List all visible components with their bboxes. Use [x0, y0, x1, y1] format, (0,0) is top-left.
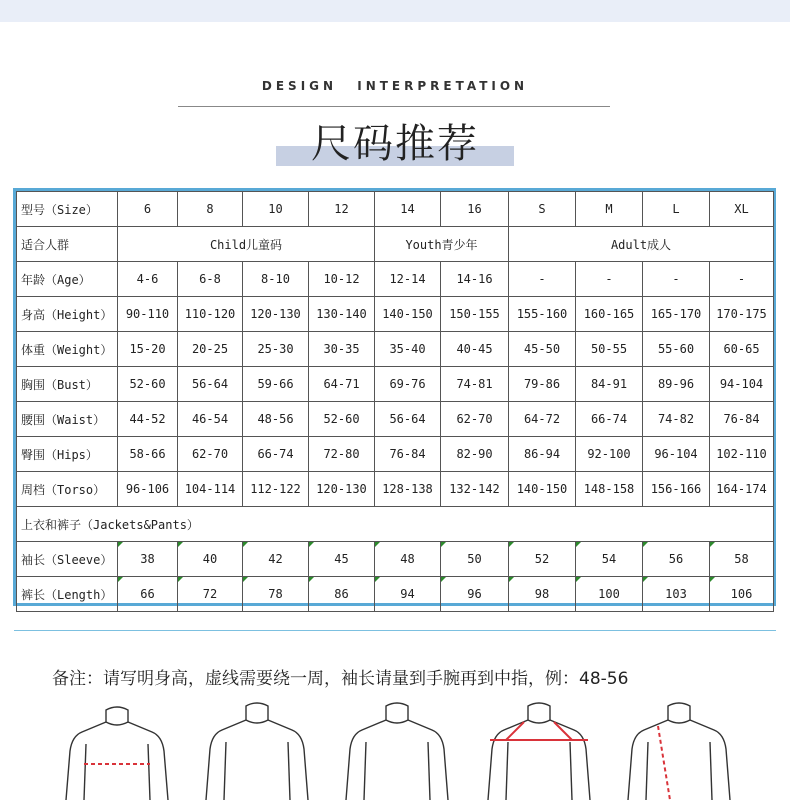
table-row [17, 367, 774, 402]
value-cell: 30-35 [309, 332, 375, 367]
size-cell: 14 [375, 192, 441, 227]
value-cell: - [710, 262, 774, 297]
table-row [17, 577, 774, 612]
page-heading: 尺码推荐 [311, 121, 479, 167]
size-cell: 8 [178, 192, 243, 227]
value-cell: 52-60 [118, 367, 178, 402]
value-cell: 74-82 [643, 402, 710, 437]
size-row-label: 型号（Size） [17, 192, 118, 227]
value-cell: 50 [441, 542, 509, 577]
size-cell: L [643, 192, 710, 227]
value-cell: 82-90 [441, 437, 509, 472]
value-cell: 128-138 [375, 472, 441, 507]
value-cell: 56-64 [375, 402, 441, 437]
value-cell: 56-64 [178, 367, 243, 402]
value-cell: 69-76 [375, 367, 441, 402]
value-cell: 92-100 [576, 437, 643, 472]
table-row [17, 437, 774, 472]
value-cell: 78 [243, 577, 309, 612]
size-cell: 12 [309, 192, 375, 227]
torso-shoulder-figure [484, 696, 594, 800]
value-cell: 155-160 [509, 297, 576, 332]
value-cell: 72 [178, 577, 243, 612]
value-cell: 72-80 [309, 437, 375, 472]
value-cell: 44-52 [118, 402, 178, 437]
value-cell: 14-16 [441, 262, 509, 297]
value-cell: 15-20 [118, 332, 178, 367]
value-cell: 60-65 [710, 332, 774, 367]
value-cell: 150-155 [441, 297, 509, 332]
torso-bust-figure [62, 696, 172, 800]
value-cell: 76-84 [710, 402, 774, 437]
value-cell: 50-55 [576, 332, 643, 367]
value-cell: 156-166 [643, 472, 710, 507]
size-cell: 10 [243, 192, 309, 227]
top-band [0, 0, 790, 22]
value-cell: 48 [375, 542, 441, 577]
table-row [17, 402, 774, 437]
value-cell: - [509, 262, 576, 297]
value-cell: 132-142 [441, 472, 509, 507]
value-cell: 86-94 [509, 437, 576, 472]
group-child: Child儿童码 [118, 227, 375, 262]
value-cell: 130-140 [309, 297, 375, 332]
value-cell: 48-56 [243, 402, 309, 437]
section-row [17, 507, 774, 542]
value-cell: 55-60 [643, 332, 710, 367]
value-cell: 96-106 [118, 472, 178, 507]
value-cell: 64-71 [309, 367, 375, 402]
value-cell: 20-25 [178, 332, 243, 367]
value-cell: 103 [643, 577, 710, 612]
size-cell: 6 [118, 192, 178, 227]
value-cell: 64-72 [509, 402, 576, 437]
row-label: 臀围（Hips） [17, 437, 118, 472]
size-cell: S [509, 192, 576, 227]
measurement-rows [17, 262, 774, 507]
value-cell: 62-70 [441, 402, 509, 437]
group-row [17, 227, 774, 262]
torso-figure-2 [202, 696, 312, 800]
garment-rows [17, 542, 774, 612]
table-row [17, 472, 774, 507]
group-adult: Adult成人 [509, 227, 774, 262]
value-cell: 160-165 [576, 297, 643, 332]
size-table [16, 191, 774, 612]
value-cell: 79-86 [509, 367, 576, 402]
value-cell: 94-104 [710, 367, 774, 402]
table-row [17, 542, 774, 577]
value-cell: 40 [178, 542, 243, 577]
torso-sleeve-figure [624, 696, 734, 800]
value-cell: 58-66 [118, 437, 178, 472]
value-cell: 74-81 [441, 367, 509, 402]
value-cell: 90-110 [118, 297, 178, 332]
table-row [17, 262, 774, 297]
size-cell: M [576, 192, 643, 227]
value-cell: 94 [375, 577, 441, 612]
section-label: 上衣和裤子（Jackets&Pants） [17, 507, 774, 542]
torso-figure-3 [342, 696, 452, 800]
value-cell: 12-14 [375, 262, 441, 297]
value-cell: 170-175 [710, 297, 774, 332]
value-cell: 148-158 [576, 472, 643, 507]
value-cell: 66 [118, 577, 178, 612]
value-cell: 10-12 [309, 262, 375, 297]
value-cell: 4-6 [118, 262, 178, 297]
value-cell: 35-40 [375, 332, 441, 367]
value-cell: 52-60 [309, 402, 375, 437]
value-cell: 96-104 [643, 437, 710, 472]
row-label: 周档（Torso） [17, 472, 118, 507]
value-cell: 42 [243, 542, 309, 577]
value-cell: 120-130 [243, 297, 309, 332]
value-cell: 140-150 [509, 472, 576, 507]
value-cell: 164-174 [710, 472, 774, 507]
value-cell: 66-74 [576, 402, 643, 437]
value-cell: 40-45 [441, 332, 509, 367]
value-cell: 96 [441, 577, 509, 612]
value-cell: 54 [576, 542, 643, 577]
design-interpretation-title: DESIGN INTERPRETATION [261, 79, 529, 93]
group-youth: Youth青少年 [375, 227, 509, 262]
value-cell: 76-84 [375, 437, 441, 472]
value-cell: 6-8 [178, 262, 243, 297]
value-cell: 106 [710, 577, 774, 612]
value-cell: 25-30 [243, 332, 309, 367]
measurement-figures [0, 690, 790, 799]
value-cell: 110-120 [178, 297, 243, 332]
value-cell: - [576, 262, 643, 297]
size-cell: XL [710, 192, 774, 227]
size-row [17, 192, 774, 227]
table-row [17, 332, 774, 367]
size-cell: 16 [441, 192, 509, 227]
row-label: 年龄（Age） [17, 262, 118, 297]
row-label: 袖长（Sleeve） [17, 542, 118, 577]
size-table-frame [13, 188, 776, 606]
value-cell: 112-122 [243, 472, 309, 507]
value-cell: 38 [118, 542, 178, 577]
value-cell: 62-70 [178, 437, 243, 472]
row-label: 胸围（Bust） [17, 367, 118, 402]
value-cell: 45 [309, 542, 375, 577]
value-cell: 46-54 [178, 402, 243, 437]
value-cell: 102-110 [710, 437, 774, 472]
value-cell: 84-91 [576, 367, 643, 402]
value-cell: - [643, 262, 710, 297]
value-cell: 100 [576, 577, 643, 612]
row-label: 腰围（Waist） [17, 402, 118, 437]
table-row [17, 297, 774, 332]
value-cell: 58 [710, 542, 774, 577]
value-cell: 140-150 [375, 297, 441, 332]
value-cell: 66-74 [243, 437, 309, 472]
value-cell: 56 [643, 542, 710, 577]
value-cell: 8-10 [243, 262, 309, 297]
value-cell: 86 [309, 577, 375, 612]
value-cell: 52 [509, 542, 576, 577]
title-rule [178, 106, 610, 107]
value-cell: 59-66 [243, 367, 309, 402]
value-cell: 120-130 [309, 472, 375, 507]
group-row-label: 适合人群 [17, 227, 118, 262]
value-cell: 165-170 [643, 297, 710, 332]
value-cell: 104-114 [178, 472, 243, 507]
value-cell: 89-96 [643, 367, 710, 402]
section-divider [14, 630, 776, 631]
row-label: 体重（Weight） [17, 332, 118, 367]
row-label: 裤长（Length） [17, 577, 118, 612]
measurement-note: 备注：请写明身高，虚线需要绕一周，袖长请量到手腕再到中指，例：48-56 [52, 669, 629, 689]
row-label: 身高（Height） [17, 297, 118, 332]
value-cell: 98 [509, 577, 576, 612]
value-cell: 45-50 [509, 332, 576, 367]
